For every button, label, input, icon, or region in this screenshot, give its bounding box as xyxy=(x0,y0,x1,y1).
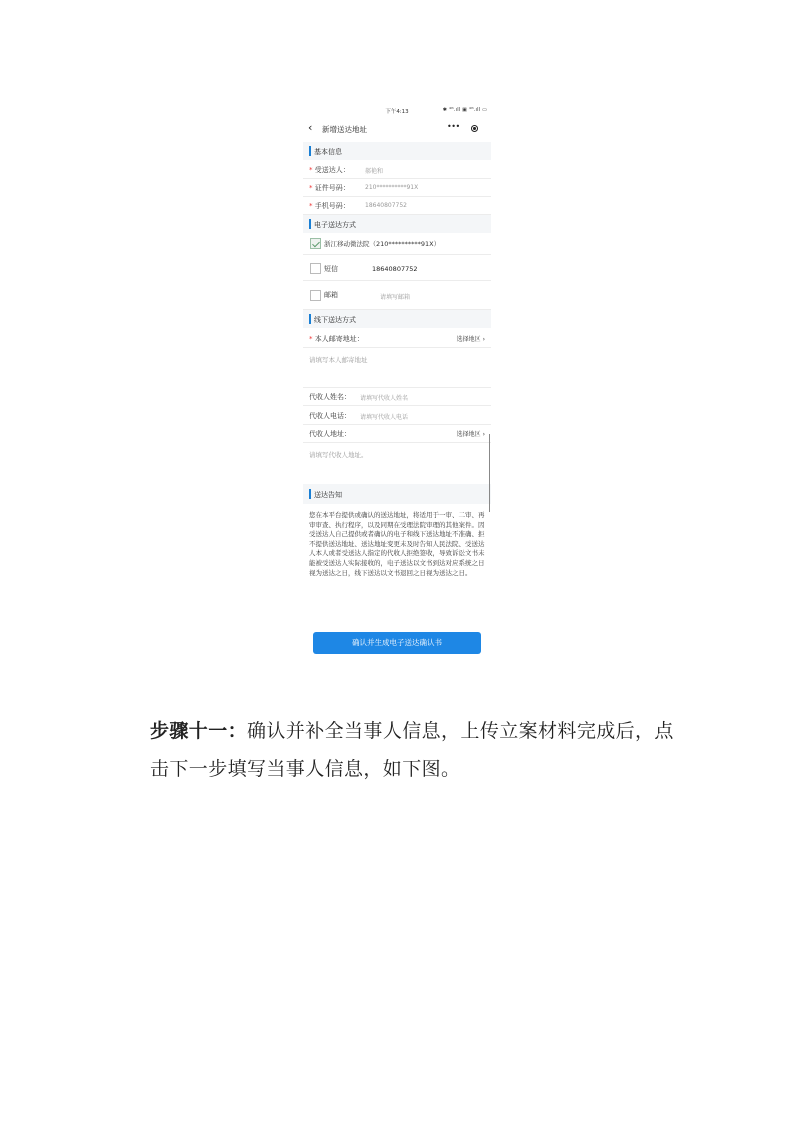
sms-value: 18640807752 xyxy=(372,265,418,273)
section-offline-delivery xyxy=(303,310,491,328)
close-target-icon[interactable] xyxy=(471,125,478,132)
agent-address-row[interactable] xyxy=(303,425,491,443)
scrollbar[interactable] xyxy=(489,434,490,512)
agent-phone-label: 代收人电话： xyxy=(309,412,351,420)
email-checkbox[interactable] xyxy=(310,290,321,301)
phone-number-label: 手机号码： xyxy=(314,202,350,210)
notice-text: 您在本平台提供或确认的送达地址，将适用于一审、二审、再审审查、执行程序，以及同期在受理法院审理的其他案件。因受送达人自己提供或者确认的电子和线下送达地址不准确、拒不提供送达地址、送达地址变更未及时告知人民法院、受送达人本人或者受送达人指定的代收人拒绝签收，导致诉讼文书未能被受送达人实际接收的，电子送达以文书到达对应系统之日视为送达之日，线下送达以文书退回之日视为送达之日。 xyxy=(309,511,485,577)
required-mark: * xyxy=(309,166,315,174)
status-bar xyxy=(303,104,491,118)
select-region-link[interactable]: 选择地区 xyxy=(456,336,481,343)
nav-bar xyxy=(303,118,491,140)
select-region-link[interactable]: 选择地区 xyxy=(456,431,481,438)
email-label: 邮箱 xyxy=(324,291,338,299)
step-paragraph xyxy=(150,712,690,788)
court-option-label: 浙江移动微法院（210**********91X） xyxy=(324,240,441,248)
chevron-right-icon: › xyxy=(482,431,485,438)
section-marker xyxy=(309,146,311,156)
recipient-value: 郝艳和 xyxy=(365,168,384,175)
email-option-row[interactable] xyxy=(303,281,491,310)
status-icons: ✱ ⁴ᴳ.ıll ▣ ⁴ᴳ.ıll ▭ xyxy=(442,107,487,113)
section-title: 电子送达方式 xyxy=(314,221,356,229)
section-marker xyxy=(309,219,311,229)
mail-address-textarea[interactable] xyxy=(303,348,491,388)
agent-name-input[interactable]: 请填写代收人姓名 xyxy=(360,395,409,402)
recipient-label: 受送达人： xyxy=(314,166,350,174)
mail-address-placeholder: 请填写本人邮寄地址 xyxy=(309,356,368,364)
section-marker xyxy=(309,489,311,499)
required-mark: * xyxy=(309,335,315,343)
required-mark: * xyxy=(309,202,315,210)
phone-number-row[interactable] xyxy=(303,197,491,215)
id-number-row[interactable] xyxy=(303,179,491,197)
agent-phone-input[interactable]: 请填写代收人电话 xyxy=(360,414,409,421)
phone-number-value: 18640807752 xyxy=(365,202,407,209)
section-title: 基本信息 xyxy=(314,148,342,156)
mail-address-row[interactable] xyxy=(303,328,491,348)
id-number-value: 210**********91X xyxy=(365,184,419,191)
confirm-generate-button[interactable]: 确认并生成电子送达确认书 xyxy=(313,632,481,654)
sms-checkbox[interactable] xyxy=(310,263,321,274)
back-arrow-icon[interactable]: ‹ xyxy=(308,121,313,134)
email-input[interactable]: 请填写邮箱 xyxy=(380,294,411,301)
mail-address-label: 本人邮寄地址： xyxy=(314,335,364,343)
section-marker xyxy=(309,314,311,324)
agent-address-label: 代收人地址： xyxy=(309,430,351,438)
id-number-label: 证件号码： xyxy=(314,184,350,192)
status-time: 下午4:13 xyxy=(385,109,409,115)
recipient-row[interactable] xyxy=(303,160,491,179)
more-icon[interactable]: ••• xyxy=(447,122,460,131)
section-title: 线下送达方式 xyxy=(314,316,356,324)
agent-name-row[interactable] xyxy=(303,388,491,406)
section-delivery-notice xyxy=(303,484,491,504)
chevron-right-icon: › xyxy=(482,336,485,343)
agent-address-textarea[interactable] xyxy=(303,443,491,478)
phone-screenshot xyxy=(303,104,491,673)
agent-address-placeholder: 请填写代收人地址。 xyxy=(309,451,368,459)
page-title: 新增送达地址 xyxy=(322,125,367,134)
agent-phone-row[interactable] xyxy=(303,406,491,425)
sms-option-row[interactable] xyxy=(303,255,491,281)
step-text: 确认并补全当事人信息，上传立案材料完成后，点击下一步填写当事人信息，如下图。 xyxy=(150,720,674,780)
agent-name-label: 代收人姓名： xyxy=(309,393,351,401)
sms-label: 短信 xyxy=(324,265,338,273)
court-option-row[interactable] xyxy=(303,233,491,255)
required-mark: * xyxy=(309,184,315,192)
section-title: 送达告知 xyxy=(314,491,342,499)
section-electronic-delivery xyxy=(303,215,491,233)
step-label: 步骤十一： xyxy=(150,720,248,742)
court-checkbox[interactable] xyxy=(310,238,321,249)
section-basic-info xyxy=(303,142,491,160)
